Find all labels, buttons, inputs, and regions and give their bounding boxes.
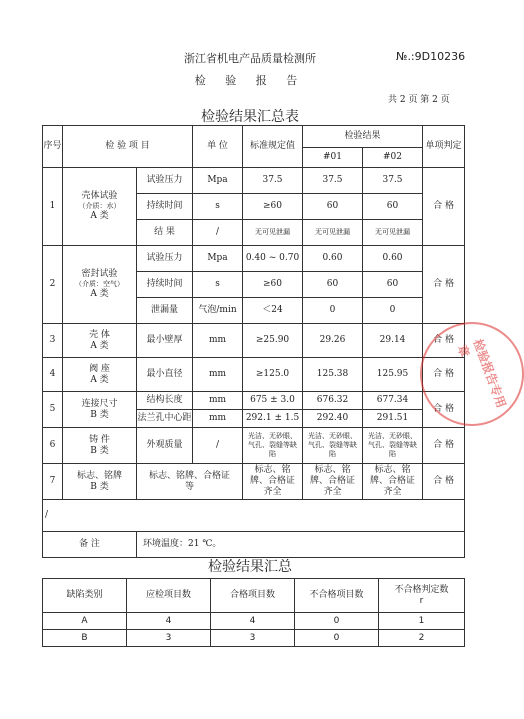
- remark-text: 环境温度：21 ℃。: [137, 532, 465, 558]
- document-number: №.:9D10236: [396, 50, 466, 63]
- result-2-cell: 0: [363, 298, 423, 324]
- result-2-cell: 标志、铭牌、合格证齐全: [363, 464, 423, 500]
- seq-cell: 2: [43, 246, 63, 324]
- result-2-cell: 光洁、无砂眼、气孔、裂缝等缺陷: [363, 428, 423, 464]
- result-2-cell: 125.95: [363, 358, 423, 392]
- summary-cat: B: [43, 630, 127, 647]
- table-row: [43, 613, 465, 630]
- unit-cell: /: [193, 428, 243, 464]
- sub-item-cell: 法兰孔中心距: [137, 410, 193, 428]
- seq-cell: 4: [43, 358, 63, 392]
- result-1-cell: 0: [303, 298, 363, 324]
- table-row: [43, 358, 465, 392]
- standard-cell: ≥25.90: [243, 324, 303, 358]
- item-name: 壳体试验: [81, 191, 118, 201]
- result-2-cell: 37.5: [363, 168, 423, 194]
- sub-item-cell: 试验压力: [137, 168, 193, 194]
- seq-cell: 1: [43, 168, 63, 246]
- sub-item-cell: 最小壁厚: [137, 324, 193, 358]
- item-medium: （介质：水）: [78, 202, 121, 210]
- result-1-cell: 37.5: [303, 168, 363, 194]
- summary-header-text: 不合格判定数: [394, 584, 449, 595]
- result-1-cell: 292.40: [303, 410, 363, 428]
- summary-header: 应检项目数: [127, 579, 211, 613]
- summary-judge: 2: [379, 630, 465, 647]
- header-item: 检 验 项 目: [63, 126, 193, 168]
- org-name: 浙江省机电产品质量检测所: [184, 52, 316, 65]
- table-row: [43, 168, 465, 194]
- header-judge: 单项判定: [423, 126, 465, 168]
- summary-header-r: r: [419, 595, 424, 606]
- summary-table-caption: 检验结果汇总: [208, 559, 292, 575]
- header-unit: 单 位: [193, 126, 243, 168]
- item-class: B 类: [90, 481, 109, 492]
- item-name: 铸 件: [89, 434, 110, 445]
- unit-cell: 气泡/min: [193, 298, 243, 324]
- seq-cell: 5: [43, 392, 63, 428]
- summary-pass: 4: [211, 613, 295, 630]
- sub-item-cell: 持续时间: [137, 272, 193, 298]
- summary-fail: 0: [295, 630, 379, 647]
- judge-cell: 合 格: [423, 246, 465, 324]
- item-medium: （介质：空气）: [75, 280, 124, 288]
- result-1-cell: 标志、铭牌、合格证齐全: [303, 464, 363, 500]
- judge-cell: 合 格: [423, 392, 465, 428]
- item-name: 密封试验: [81, 269, 118, 279]
- summary-fail: 0: [295, 613, 379, 630]
- sub-item-cell: 泄漏量: [137, 298, 193, 324]
- sub-item-cell: 结构长度: [137, 392, 193, 410]
- result-1-cell: 60: [303, 194, 363, 220]
- item-class: A 类: [90, 340, 109, 351]
- standard-cell: ≥125.0: [243, 358, 303, 392]
- sub-item-cell: 标志、铭牌、合格证等: [137, 464, 243, 500]
- header-result: 检验结果: [303, 126, 423, 148]
- stamp-text: 检验报告专用章: [454, 337, 509, 410]
- standard-cell: 无可见泄漏: [243, 220, 303, 246]
- standard-cell: ≥60: [243, 194, 303, 220]
- summary-pass: 3: [211, 630, 295, 647]
- page-info: 共 2 页 第 2 页: [388, 95, 450, 105]
- item-cell: [63, 168, 137, 246]
- table-row: [43, 324, 465, 358]
- standard-cell: 292.1 ± 1.5: [243, 410, 303, 428]
- unit-cell: /: [193, 220, 243, 246]
- result-1-cell: 676.32: [303, 392, 363, 410]
- table-row: [43, 246, 465, 272]
- item-name: 阀 座: [89, 363, 110, 374]
- result-1-cell: 29.26: [303, 324, 363, 358]
- result-1-cell: 60: [303, 272, 363, 298]
- sub-item-cell: 最小直径: [137, 358, 193, 392]
- result-2-cell: 0.60: [363, 246, 423, 272]
- table-row: [43, 630, 465, 647]
- standard-cell: 675 ± 3.0: [243, 392, 303, 410]
- result-2-cell: 无可见泄漏: [363, 220, 423, 246]
- summary-header: 缺陷类别: [43, 579, 127, 613]
- standard-cell: 标志、铭牌、合格证齐全: [243, 464, 303, 500]
- main-table-caption: 检验结果汇总表: [201, 109, 299, 125]
- seq-cell: 6: [43, 428, 63, 464]
- summary-due: 4: [127, 613, 211, 630]
- item-name: 壳 体: [89, 329, 110, 340]
- summary-header: 合格项目数: [211, 579, 295, 613]
- item-cell: [63, 358, 137, 392]
- result-1-cell: 0.60: [303, 246, 363, 272]
- unit-cell: Mpa: [193, 246, 243, 272]
- standard-cell: ＜24: [243, 298, 303, 324]
- item-class: B 类: [90, 445, 109, 456]
- summary-header: 不合格项目数: [295, 579, 379, 613]
- table-row: [43, 392, 465, 410]
- standard-cell: 0.40 ~ 0.70: [243, 246, 303, 272]
- result-2-cell: 60: [363, 272, 423, 298]
- header-sample-2: #02: [363, 148, 423, 168]
- item-cell: [63, 428, 137, 464]
- item-class: A 类: [90, 211, 109, 221]
- remark-label: 备 注: [43, 532, 137, 558]
- item-cell: [63, 464, 137, 500]
- red-seal-stamp: [420, 322, 524, 426]
- unit-cell: s: [193, 272, 243, 298]
- table-row: [43, 500, 465, 532]
- item-class: B 类: [90, 409, 109, 420]
- result-2-cell: 29.14: [363, 324, 423, 358]
- remark-row: [43, 532, 465, 558]
- unit-cell: mm: [193, 410, 243, 428]
- unit-cell: Mpa: [193, 168, 243, 194]
- judge-cell: 合 格: [423, 464, 465, 500]
- header-sample-1: #01: [303, 148, 363, 168]
- unit-cell: mm: [193, 358, 243, 392]
- summary-header: [379, 579, 465, 613]
- item-name: 连接尺寸: [81, 398, 118, 409]
- item-name: 标志、铭牌: [76, 470, 122, 481]
- table-row: [43, 464, 465, 500]
- item-class: A 类: [90, 374, 109, 385]
- table-row: [43, 428, 465, 464]
- summary-cat: A: [43, 613, 127, 630]
- judge-cell: 合 格: [423, 168, 465, 246]
- sub-item-cell: 外观质量: [137, 428, 193, 464]
- unit-cell: mm: [193, 324, 243, 358]
- summary-due: 3: [127, 630, 211, 647]
- summary-table: [42, 578, 465, 647]
- result-1-cell: 光洁、无砂眼、气孔、裂缝等缺陷: [303, 428, 363, 464]
- unit-cell: s: [193, 194, 243, 220]
- sub-item-cell: 结 果: [137, 220, 193, 246]
- standard-cell: 光洁、无砂眼、气孔、裂缝等缺陷: [243, 428, 303, 464]
- item-cell: [63, 246, 137, 324]
- result-2-cell: 677.34: [363, 392, 423, 410]
- seq-cell: 7: [43, 464, 63, 500]
- header-seq: 序号: [43, 126, 63, 168]
- item-cell: [63, 324, 137, 358]
- sub-item-cell: 试验压力: [137, 246, 193, 272]
- standard-cell: 37.5: [243, 168, 303, 194]
- result-1-cell: 125.38: [303, 358, 363, 392]
- unit-cell: mm: [193, 392, 243, 410]
- seq-cell: 3: [43, 324, 63, 358]
- header-standard: 标准规定值: [243, 126, 303, 168]
- judge-cell: 合 格: [423, 358, 465, 392]
- judge-cell: 合 格: [423, 324, 465, 358]
- result-2-cell: 291.51: [363, 410, 423, 428]
- judge-cell: 合 格: [423, 428, 465, 464]
- result-2-cell: 60: [363, 194, 423, 220]
- summary-judge: 1: [379, 613, 465, 630]
- report-title: 检 验 报 告: [194, 74, 306, 87]
- item-class: A 类: [90, 289, 109, 299]
- item-cell: [63, 392, 137, 428]
- results-table: [42, 125, 465, 558]
- result-1-cell: 无可见泄漏: [303, 220, 363, 246]
- standard-cell: ≥60: [243, 272, 303, 298]
- blank-mark: /: [43, 500, 465, 532]
- sub-item-cell: 持续时间: [137, 194, 193, 220]
